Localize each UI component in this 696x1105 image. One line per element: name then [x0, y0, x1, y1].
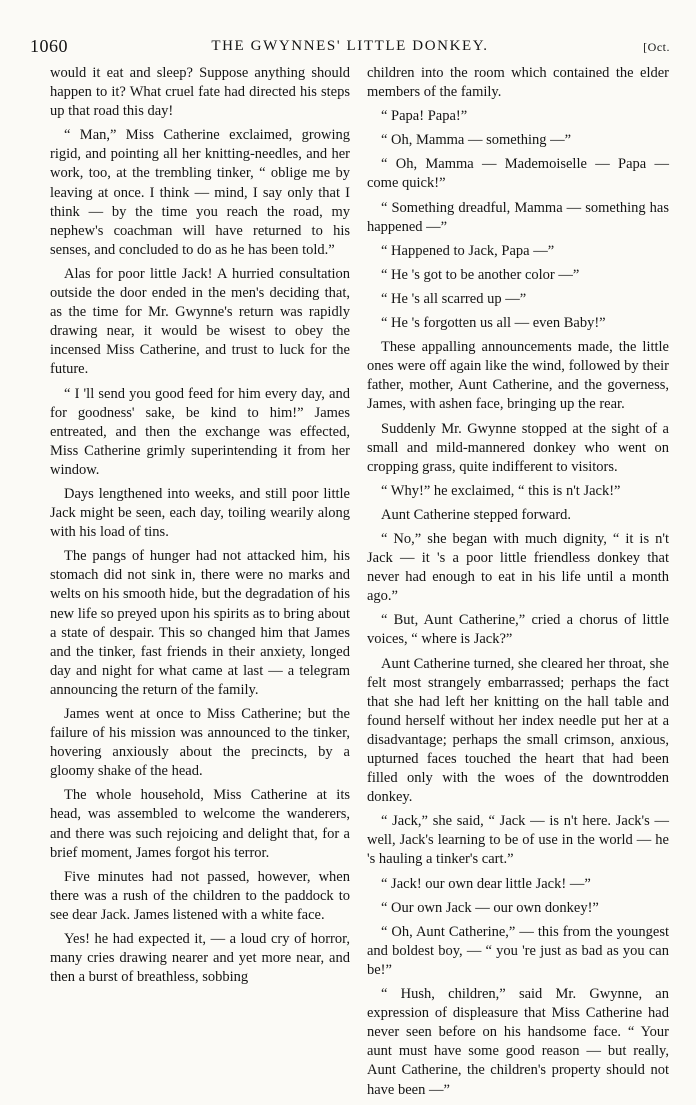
paragraph: “ I 'll send you good feed for him every day, and for goodness' sake, be kind to him!” James entreated, and then the exchange was effected, Miss Catherine grimly superintending it from her window. — [50, 385, 350, 478]
paragraph: “ Why!” he exclaimed, “ this is n't Jack!” — [381, 482, 621, 499]
paragraph: “ Jack! our own dear little Jack! —” — [381, 875, 591, 892]
paragraph: “ Hush, children,” said Mr. Gwynne, an expression of displeasure that Miss Catherine had never seen before on his handsome face. “ Your aunt must have some good reason — but really, Aunt Catherine, the children's property should not have been —” — [367, 986, 669, 1098]
paragraph: “ He 's got to be another color —” — [381, 266, 580, 283]
paragraph: “ Oh, Mamma — Mademoiselle — Papa — come quick!” — [367, 156, 669, 192]
paragraph: Aunt Catherine stepped forward. — [381, 506, 572, 523]
paragraph: “ Happened to Jack, Papa —” — [381, 242, 555, 259]
paragraph: “ But, Aunt Catherine,” cried a chorus of little voices, “ where is Jack?” — [367, 612, 669, 648]
paragraph: “ Something dreadful, Mamma — something has happened —” — [367, 199, 669, 235]
running-header — [30, 36, 670, 58]
right-column — [367, 64, 669, 1105]
paragraph: The whole household, Miss Catherine at its head, was assembled to welcome the wanderers, and there was such rejoicing and delight that, for a brief moment, James forgot his terror. — [50, 787, 350, 861]
left-column — [50, 64, 350, 992]
paragraph: Five minutes had not passed, however, when there was a rush of the children to the paddock to see dear Jack. James listened with a white face. — [50, 868, 350, 923]
paragraph: “ Jack,” she said, “ Jack — is n't here. Jack's — well, Jack's learning to be of use in the world — he 's hauling a tinker's cart.” — [367, 813, 669, 868]
paragraph: “ He 's all scarred up —” — [381, 290, 527, 307]
paragraph: Alas for poor little Jack! A hurried consultation outside the door ended in the men's deciding that, as the time for Mr. Gwynne's return was rapidly drawing near, it would be wisest to obey the incensed Miss Catherine, and trust to luck for the future. — [50, 265, 350, 378]
paragraph: The pangs of hunger had not attacked him, his stomach did not sink in, there were no marks and welts on his smooth hide, but the degradation of his new life so preyed upon his spirits as to bring about a state of despair. This so changed him that James and the tinker, fast friends in their anxiety, longed day and night for what came at last — a telegram announcing the return of the family. — [50, 548, 350, 698]
paragraph: Suddenly Mr. Gwynne stopped at the sight of a small and mild-mannered donkey who went on cropping grass, quite indifferent to visitors. — [367, 420, 669, 475]
paragraph: “ Oh, Mamma — something —” — [381, 132, 572, 149]
paragraph: children into the room which contained the elder members of the family. — [367, 65, 669, 101]
paragraph: Aunt Catherine turned, she cleared her throat, she felt most strangely embarrassed; perhaps the fact that she had left her knitting on the hall table and found herself without her index needle put her at a disadvantage; perhaps the small crimson, anxious, upturned faces touched the heart that had been filled only with the woes of the downtrodden donkey. — [367, 655, 669, 806]
paragraph: “ Man,” Miss Catherine exclaimed, growing rigid, and pointing all her knitting-needles, and her work, too, at the trembling tinker, “ oblige me by leaving at once. I think — mind, I say only that I think — by the time you reach the road, my nephew's coachman will have returned to his senses, and concluded to do as he has been told.” — [50, 127, 350, 258]
paragraph: “ No,” she began with much dignity, “ it is n't Jack — it 's a poor little friendless donkey that never had enough to eat in his life until a month ago.” — [367, 530, 669, 605]
paragraph: Yes! he had expected it, — a loud cry of horror, many cries drawing nearer and yet more near, and then a burst of breathless, sobbing — [50, 931, 350, 986]
page-number: 1060 — [30, 36, 68, 56]
paragraph: Days lengthened into weeks, and still poor little Jack might be seen, each day, toiling wearily along with his load of tins. — [50, 485, 350, 541]
paragraph: “ Papa! Papa!” — [381, 108, 468, 125]
running-title: THE GWYNNES' LITTLE DONKEY. — [211, 38, 489, 54]
paragraph: James went at once to Miss Catherine; but the failure of his mission was announced to the tinker, hovering anxiously about the precincts, by a gloomy shake of the head. — [50, 706, 350, 780]
paragraph: These appalling announcements made, the little ones were off again like the wind, followed by their father, mother, Aunt Catherine, and the governess, James, with ashen face, bringing up the rear. — [367, 339, 669, 413]
running-month: [Oct. — [643, 40, 670, 54]
paragraph: “ He 's forgotten us all — even Baby!” — [381, 315, 606, 332]
paragraph: would it eat and sleep? Suppose anything should happen to it? What cruel fate had directed his steps up that road this day! — [50, 65, 350, 120]
paragraph: “ Our own Jack — our own donkey!” — [381, 899, 599, 916]
paragraph: “ Oh, Aunt Catherine,” — this from the youngest and boldest boy, — “ you 're just as bad as you can be!” — [367, 923, 669, 978]
